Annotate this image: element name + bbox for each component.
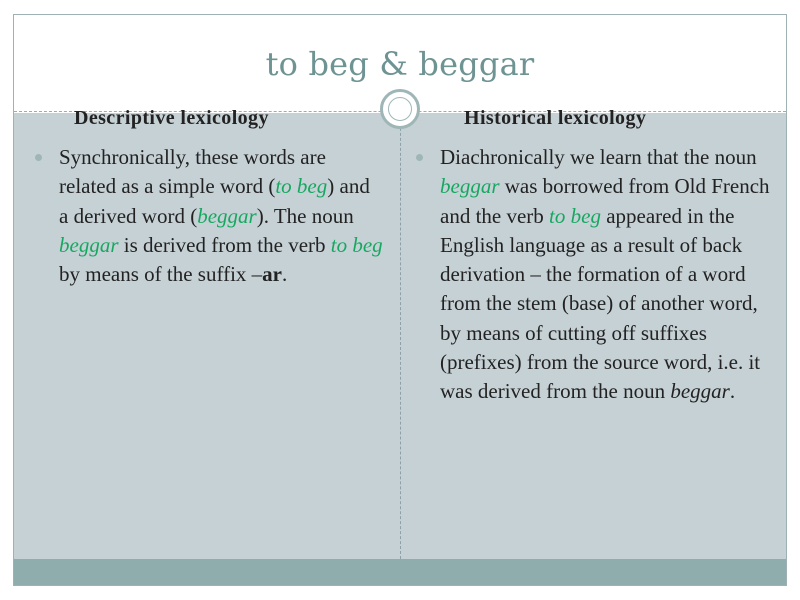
text-run: by means of the suffix – [59,262,263,287]
text-run: . [729,379,736,404]
slide [13,14,787,586]
bullet-icon [416,154,423,161]
text-run: was borrowed from Old French and the verb [440,174,770,228]
left-column-heading: Descriptive lexicology [74,107,269,129]
highlighted-term: to beg [275,174,328,199]
text-run: is derived from the verb [118,232,331,257]
footer-bar [14,559,786,586]
text-run: Diachronically we learn that the noun [440,145,757,169]
highlighted-term: beggar [440,174,500,199]
highlighted-term: beggar [197,203,257,228]
text-run: Synchronically, these words are related as a simple word ( [59,145,326,199]
right-column-heading: Historical lexicology [464,107,647,129]
text-run: . [282,262,288,287]
highlighted-term: to beg [549,203,601,228]
text-run: appeared in the English language as a result of back derivation – the formation of a word from the stem (base) of another word, by means of cutting off suffixes (prefixes) from the source word, i.e. it was derived from the noun [440,203,761,404]
text-run: ). The noun [256,203,354,228]
highlighted-term: to beg [330,232,383,257]
bold-suffix: ar [262,262,282,287]
highlighted-term: beggar [59,232,119,257]
slide-title: to beg & beggar [265,45,535,83]
italic-term: beggar [670,379,730,404]
column-divider [400,113,401,559]
left-bullet-text [59,143,384,289]
circle-ornament-icon [380,89,420,129]
text-run: ) and a derived word ( [59,174,370,228]
bullet-icon [35,154,42,161]
right-bullet-text [440,143,770,407]
